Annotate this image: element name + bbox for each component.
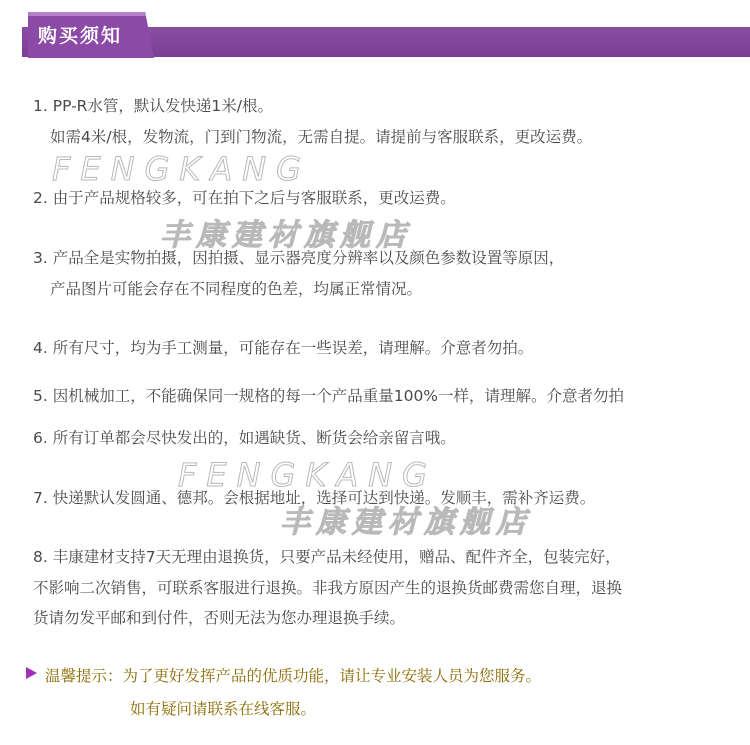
note-1-line-2: 如需4米/根，发物流，门到门物流，无需自提。请提前与客服联系，更改运费。 (50, 128, 593, 146)
note-8-line-3: 货请勿发平邮和到付件，否则无法为您办理退换手续。 (33, 609, 406, 627)
note-3-line-1: 3. 产品全是实物拍摄，因拍摄、显示器亮度分辨率以及颜色参数设置等原因， (33, 249, 565, 267)
watermark-brand-cn: 丰康建材旗舰店 (160, 218, 412, 253)
watermark-brand-en-2: FENGKANG (178, 456, 437, 494)
tip-line-1 (45, 664, 541, 686)
tip-label: 温馨提示： (45, 667, 123, 685)
watermark-brand-cn-2: 丰康建材旗舰店 (280, 505, 532, 540)
note-8-line-1: 8. 丰康建材支持7天无理由退换货，只要产品未经使用，赠品、配件齐全，包装完好， (33, 548, 621, 566)
note-7: 7. 快递默认发圆通、德邦。会根据地址，选择可达到快递。发顺丰，需补齐运费。 (33, 489, 596, 507)
tip-line-2: 如有疑问请联系在线客服。 (130, 700, 317, 718)
note-4: 4. 所有尺寸，均为手工测量，可能存在一些误差，请理解。介意者勿拍。 (33, 339, 534, 357)
note-2: 2. 由于产品规格较多，可在拍下之后与客服联系，更改运费。 (33, 189, 456, 207)
page-title: 购买须知 (38, 25, 123, 47)
note-1-line-1: 1. PP-R水管，默认发快递1米/根。 (33, 97, 274, 115)
watermark-brand-en: FENGKANG (52, 150, 311, 188)
note-5: 5. 因机械加工，不能确保同一规格的每一个产品重量100%一样，请理解。介意者勿拍 (33, 387, 625, 405)
tip-arrow-icon (26, 667, 37, 679)
note-3-line-2: 产品图片可能会存在不同程度的色差，均属正常情况。 (50, 280, 423, 298)
note-6: 6. 所有订单都会尽快发出的，如遇缺货、断货会给亲留言哦。 (33, 429, 456, 447)
note-8-line-2: 不影响二次销售，可联系客服进行退换。非我方原因产生的退换货邮费需您自理，退换 (33, 579, 623, 597)
tip-text-1: 为了更好发挥产品的优质功能，请让专业安装人员为您服务。 (122, 667, 542, 685)
